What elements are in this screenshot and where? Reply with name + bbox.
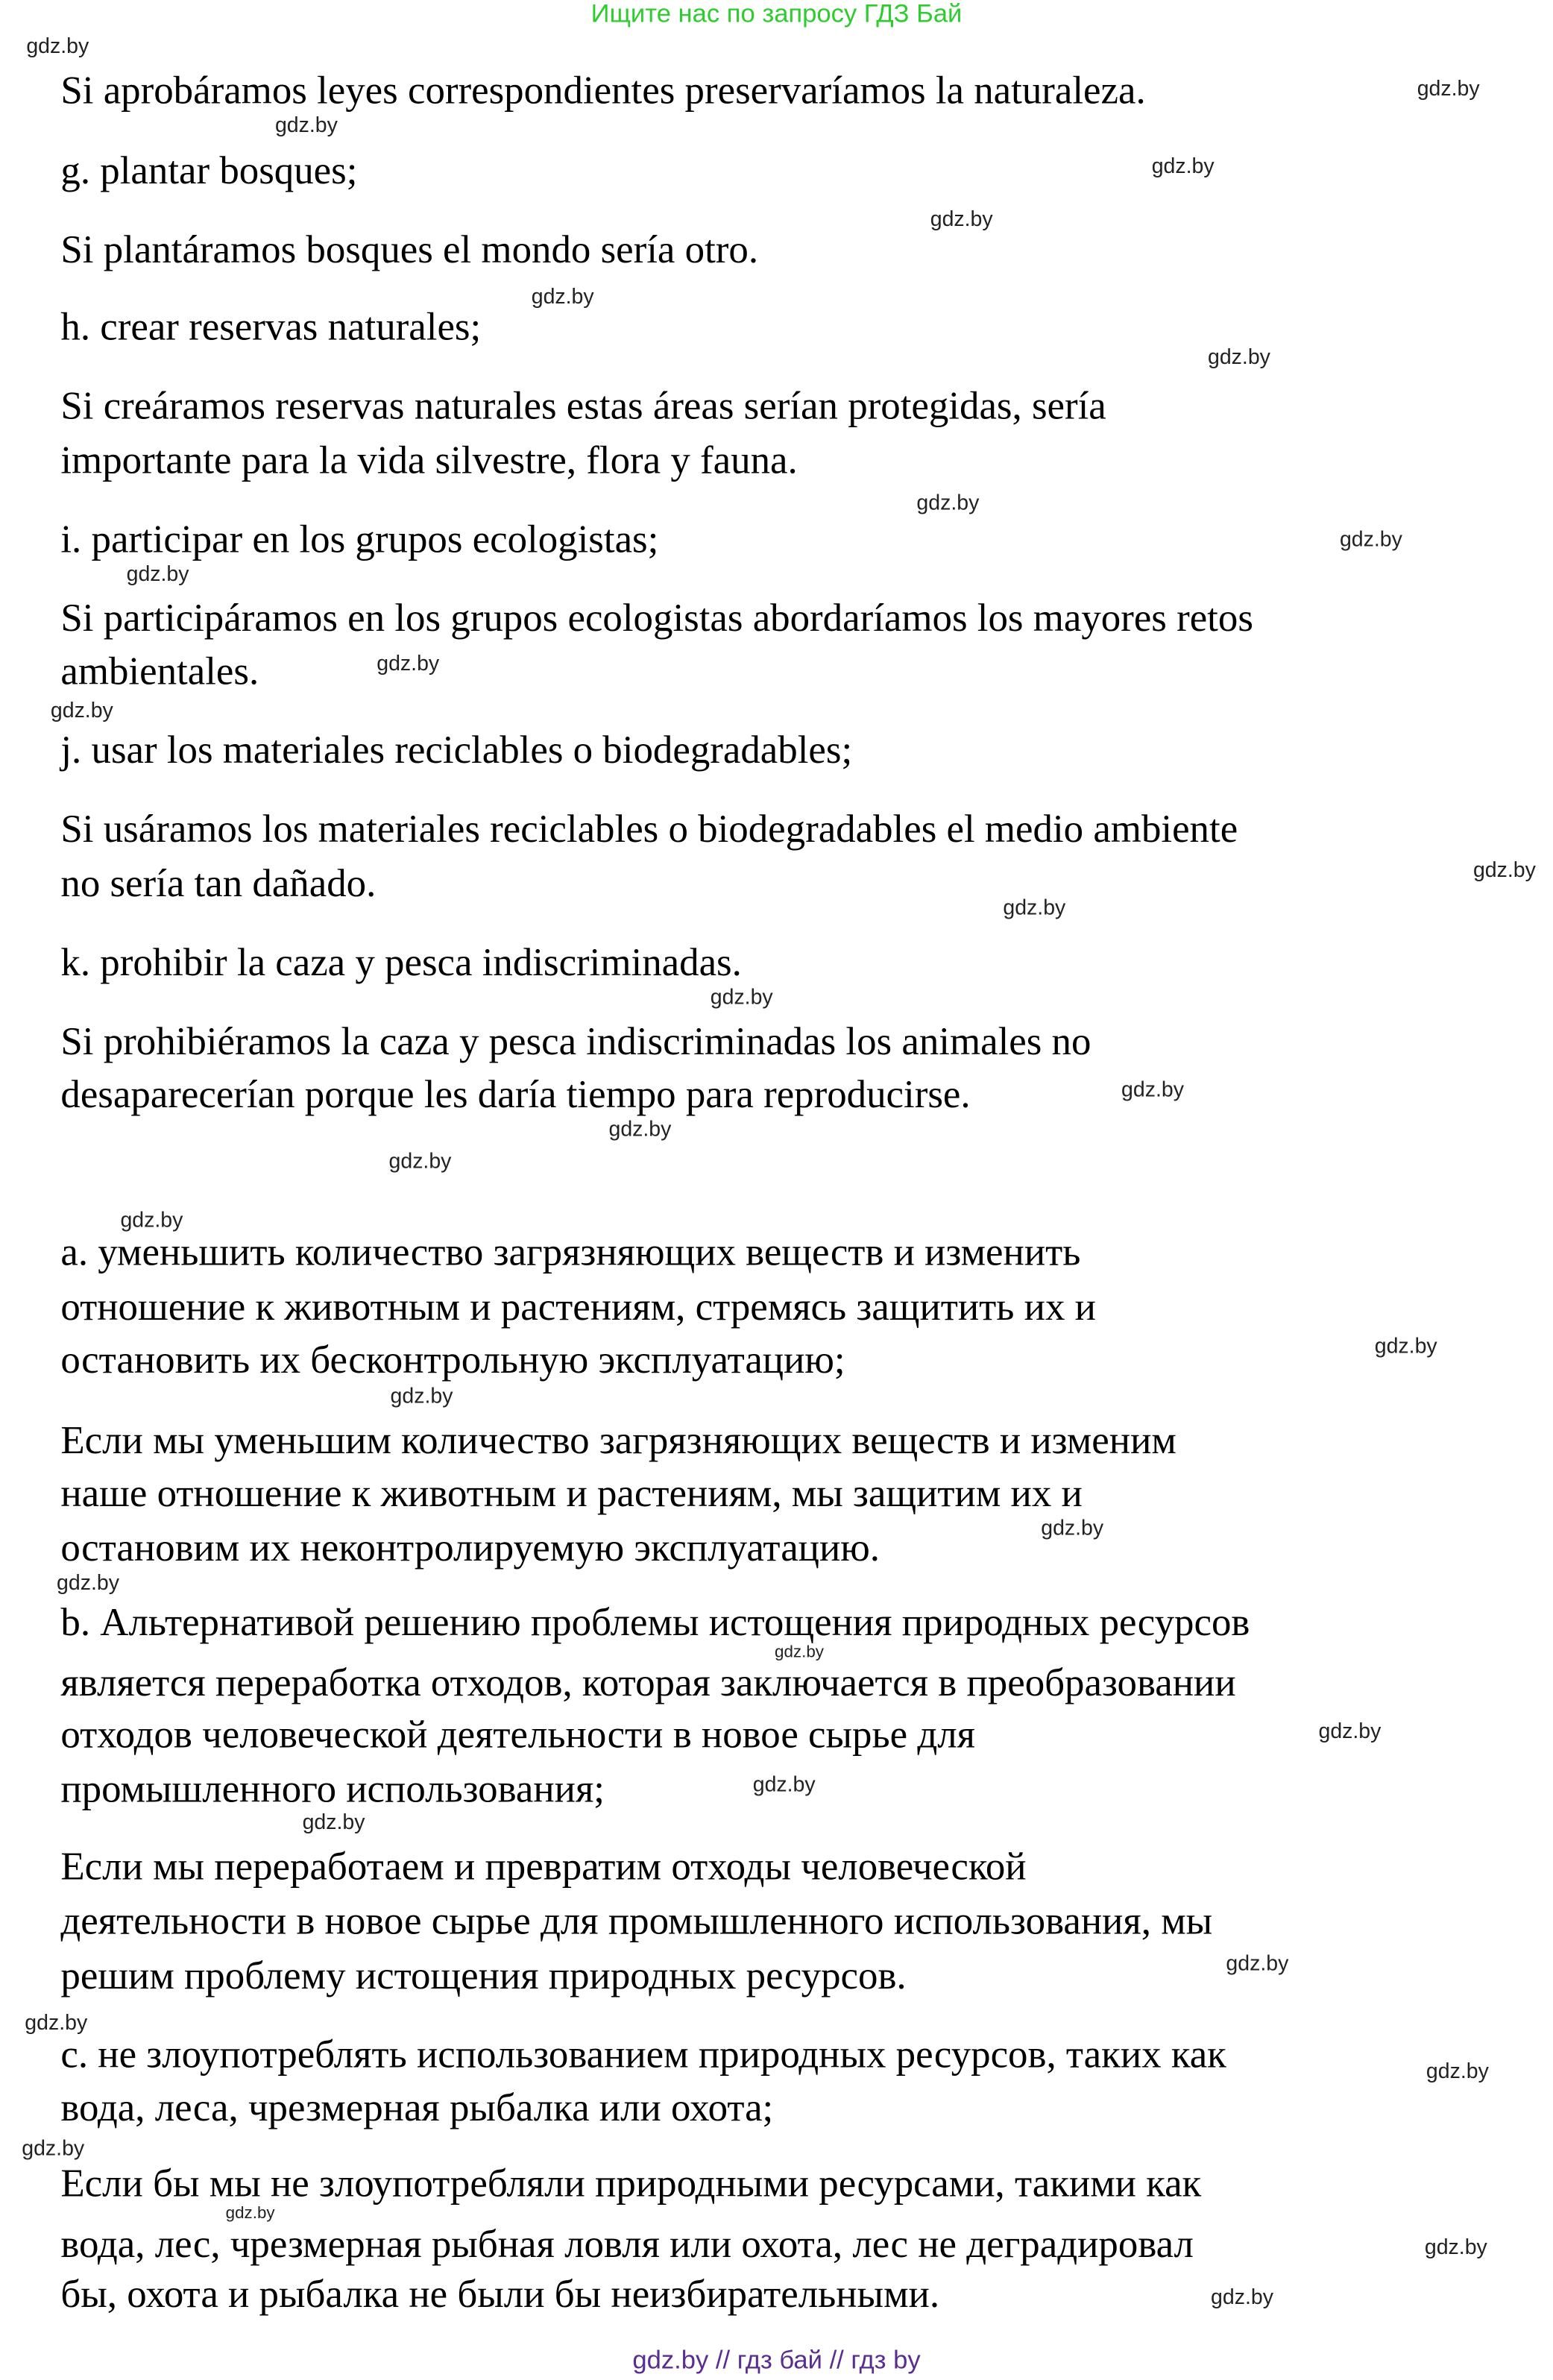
watermark: gdz.by (26, 33, 89, 58)
footer-links[interactable]: gdz.by // гдз бай // гдз by (632, 2345, 921, 2375)
watermark: gdz.by (50, 697, 113, 722)
watermark: gdz.by (1339, 526, 1402, 551)
text-line: бы, охота и рыбалка не были бы неизбирательными. (60, 2272, 940, 2317)
watermark: gdz.by (25, 2009, 88, 2034)
watermark: gdz.by (22, 2135, 85, 2160)
watermark: gdz.by (57, 1570, 119, 1594)
text-line: Si prohibiéramos la caza y pesca indiscriminadas los animales no (60, 1019, 1091, 1063)
text-line: no sería tan dañado. (60, 861, 377, 906)
text-line: Если мы переработаем и превратим отходы человеческой (60, 1844, 1027, 1889)
watermark: gdz.by (531, 283, 594, 308)
watermark: gdz.by (388, 1148, 452, 1173)
text-line: Si creáramos reservas naturales estas áreas serían protegidas, sería (60, 383, 1106, 428)
text-line: наше отношение к животным и растениям, мы защитим их и (60, 1471, 1083, 1516)
watermark: gdz.by (752, 1771, 816, 1796)
watermark: gdz.by (1472, 857, 1536, 881)
watermark: gdz.by (390, 1383, 453, 1408)
text-line: desaparecerían porque les daría tiempo para reproducirse. (60, 1072, 971, 1117)
watermark: gdz.by (1151, 153, 1215, 178)
search-hint-link[interactable]: Ищите нас по запросу ГДЗ Бай (590, 0, 963, 28)
watermark: gdz.by (274, 112, 338, 137)
text-line: c. не злоупотреблять использованием природных ресурсов, таких как (60, 2032, 1226, 2077)
text-line: промышленного использования; (60, 1766, 605, 1811)
text-line: остановим их неконтролируемую эксплуатацию. (60, 1526, 881, 1570)
watermark: gdz.by (1417, 75, 1480, 101)
watermark: gdz.by (1424, 2234, 1487, 2258)
watermark: gdz.by (1426, 2058, 1489, 2082)
text-line: деятельности в новое сырье для промышленного использования, мы (60, 1898, 1213, 1943)
watermark: gdz.by (225, 2204, 275, 2223)
text-line: Si usáramos los materiales reciclables o biodegradables el medio ambiente (60, 807, 1238, 851)
watermark: gdz.by (1003, 895, 1066, 919)
watermark: gdz.by (1207, 344, 1270, 369)
text-line: i. participar en los grupos ecologistas; (60, 517, 659, 561)
watermark: gdz.by (1211, 2284, 1273, 2309)
text-line: решим проблему истощения природных ресурсов. (60, 1954, 907, 1998)
text-line: importante para la vida silvestre, flora y fauna. (60, 438, 798, 482)
watermark: gdz.by (608, 1116, 672, 1141)
text-line: k. prohibir la caza y pesca indiscriminadas. (60, 940, 742, 985)
watermark: gdz.by (1226, 1950, 1289, 1975)
text-line: Si aprobáramos leyes correspondientes preservaríamos la naturaleza. (60, 68, 1146, 113)
text-line: Si plantáramos bosques el mondo sería otro. (60, 227, 759, 272)
watermark: gdz.by (302, 1809, 365, 1834)
watermark: gdz.by (916, 490, 980, 514)
watermark: gdz.by (930, 206, 993, 231)
watermark: gdz.by (1041, 1515, 1104, 1540)
watermark: gdz.by (126, 561, 189, 586)
text-line: a. уменьшить количество загрязняющих веществ и изменить (60, 1230, 1081, 1274)
text-line: Si participáramos en los grupos ecologistas abordaríamos los mayores retos (60, 596, 1253, 640)
text-line: b. Альтернативой решению проблемы истощения природных ресурсов (60, 1600, 1250, 1645)
watermark: gdz.by (1121, 1077, 1184, 1101)
text-line: отходов человеческой деятельности в новое сырье для (60, 1712, 975, 1757)
watermark: gdz.by (710, 984, 773, 1009)
text-line: h. crear reservas naturales; (60, 304, 482, 349)
text-line: ambientales. (60, 649, 259, 693)
watermark: gdz.by (775, 1643, 824, 1662)
text-line: является переработка отходов, которая заключается в преобразовании (60, 1660, 1236, 1705)
watermark: gdz.by (1374, 1333, 1437, 1358)
text-line: Если мы уменьшим количество загрязняющих веществ и изменим (60, 1417, 1176, 1462)
text-line: j. usar los materiales reciclables o biodegradables; (60, 728, 853, 772)
watermark: gdz.by (120, 1207, 183, 1232)
text-line: Если бы мы не злоупотребляли природными ресурсами, такими как (60, 2161, 1202, 2206)
text-line: вода, лес, чрезмерная рыбная ловля или охота, лес не деградировал (60, 2222, 1194, 2267)
watermark: gdz.by (377, 650, 440, 676)
text-line: g. plantar bosques; (60, 148, 358, 193)
text-line: отношение к животным и растениям, стремясь защитить их и (60, 1284, 1096, 1329)
text-line: остановить их бесконтрольную эксплуатацию; (60, 1338, 845, 1382)
watermark: gdz.by (1318, 1718, 1382, 1743)
text-line: вода, леса, чрезмерная рыбалка или охота; (60, 2085, 774, 2130)
